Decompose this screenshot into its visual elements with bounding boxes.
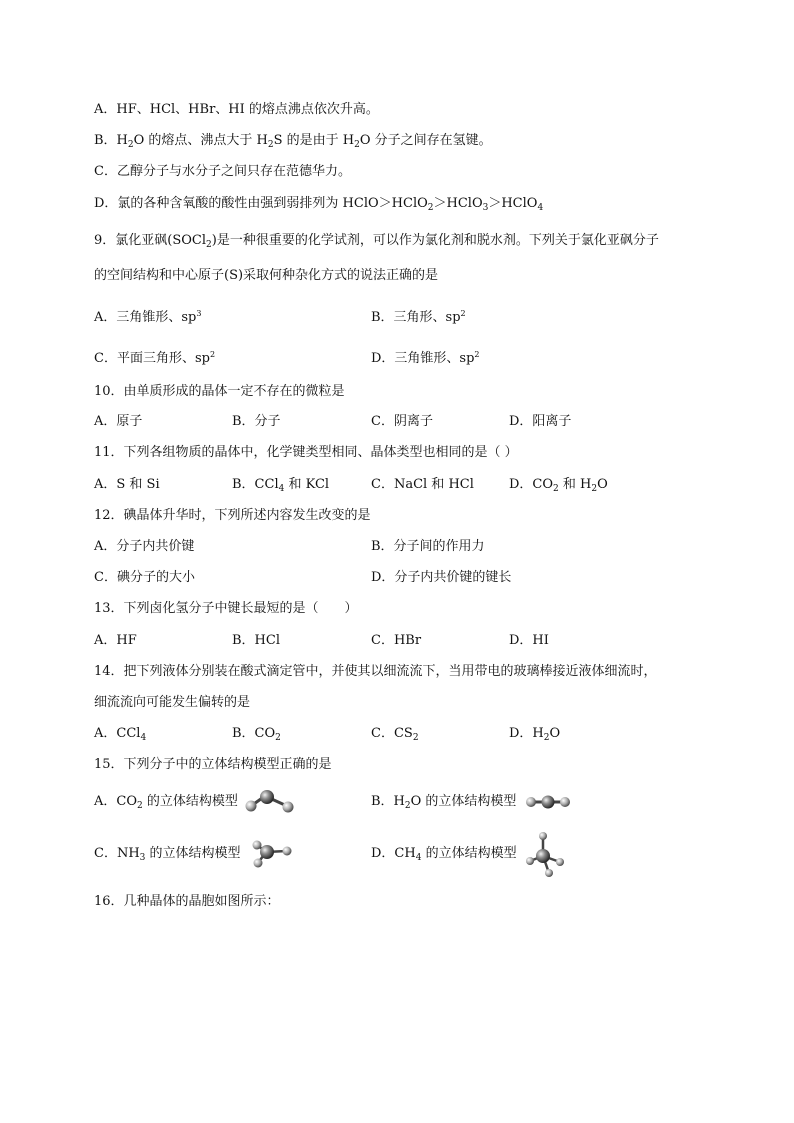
q13-option-d[interactable]: D．HI [509,633,549,648]
q11-option-a[interactable]: A．S 和 Si [94,477,160,492]
trigonal-molecule-model-icon [250,839,294,869]
q10-option-c[interactable]: C．阴离子 [371,414,433,429]
q14-option-d[interactable]: D．$H_2O$ [509,726,561,743]
question-9-stem-line1: 9．氯化亚砜(SOCl$_2$)是一种很重要的化学试剂，可以作为氯化剂和脱水剂。下列关于氯化亚砜分子 [94,233,659,250]
question-11-stem: 11．下列各组物质的晶体中，化学键类型相同、晶体类型也相同的是（ ） [94,445,518,460]
question-15-stem: 15．下列分子中的立体结构模型正确的是 [94,757,332,772]
q12-option-c[interactable]: C．碘分子的大小 [94,570,195,585]
tetrahedral-molecule-model-icon [523,829,569,879]
question-10-stem: 10．由单质形成的晶体一定不存在的微粒是 [94,384,345,399]
q13-option-a[interactable]: A．HF [94,633,137,648]
q15-option-d[interactable]: D．$CH_4$ 的立体结构模型 [371,846,517,863]
question-13-stem: 13．下列卤化氢分子中键长最短的是（ ） [94,601,358,616]
q10-option-a[interactable]: A．原子 [94,414,143,429]
q12-option-a[interactable]: A．分子内共价键 [94,539,195,554]
q9-option-b[interactable]: B．三角形、$sp^2$ [371,309,466,325]
question-14-stem-line2: 细流流向可能发生偏转的是 [94,695,251,710]
q12-option-b[interactable]: B．分子间的作用力 [371,539,485,554]
bent-molecule-model-icon [243,789,298,815]
q10-option-b[interactable]: B．分子 [232,414,281,429]
q12-option-d[interactable]: D．分子内共价键的键长 [371,570,512,585]
q15-option-a[interactable]: A．$CO_2$ 的立体结构模型 [94,794,238,811]
q11-option-b[interactable]: B．CCl$_4$ 和 KCl [232,477,330,494]
q9-option-c[interactable]: C．平面三角形、$sp^2$ [94,350,216,366]
q15-option-b[interactable]: B．$H_2O$ 的立体结构模型 [371,794,517,811]
q9-option-a[interactable]: A．三角锥形、$sp^3$ [94,309,202,325]
question-12-stem: 12．碘晶体升华时，下列所述内容发生改变的是 [94,508,371,523]
option-d: D．氯的各种含氧酸的酸性由强到弱排列为 HClO＞HClO$_2$＞HClO$_3$＞HClO$_4$ [94,196,544,213]
option-b: B．$H_2O$ 的熔点、沸点大于 $H_2S$ 的是由于 $H_2O$ 分子之间存在氢键。 [94,133,492,150]
q11-option-c[interactable]: C．NaCl 和 HCl [371,477,474,492]
q9-option-d[interactable]: D．三角锥形、$sp^2$ [371,350,480,366]
q10-option-d[interactable]: D．阳离子 [509,414,572,429]
q14-option-b[interactable]: B．$CO_2$ [232,726,281,743]
option-a: A．HF、HCl、HBr、HI 的熔点沸点依次升高。 [94,102,379,117]
q14-option-a[interactable]: A．CCl$_4$ [94,726,147,743]
question-16-stem: 16．几种晶体的晶胞如图所示： [94,894,280,909]
q13-option-b[interactable]: B．HCl [232,633,280,648]
q15-option-c[interactable]: C．$NH_3$ 的立体结构模型 [94,846,241,863]
option-c: C．乙醇分子与水分子之间只存在范德华力。 [94,164,351,179]
q13-option-c[interactable]: C．HBr [371,633,422,648]
q11-option-d[interactable]: D．$CO_2$ 和 $H_2O$ [509,477,608,494]
linear-molecule-model-icon [524,793,572,811]
question-14-stem-line1: 14．把下列液体分别装在酸式滴定管中，并使其以细流流下，当用带电的玻璃棒接近液体细流时， [94,664,657,679]
q14-option-c[interactable]: C．$CS_2$ [371,726,419,743]
question-9-stem-line2: 的空间结构和中心原子(S)采取何种杂化方式的说法正确的是 [94,268,439,283]
